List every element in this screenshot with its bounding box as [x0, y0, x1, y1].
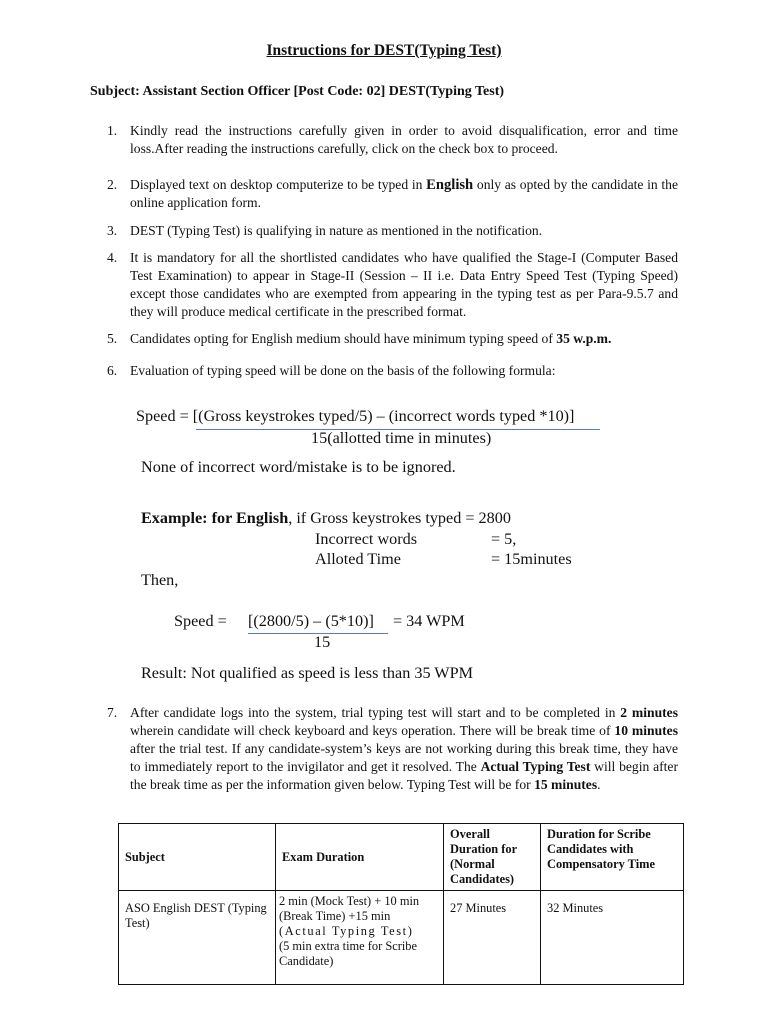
instruction-item-2 [107, 176, 678, 212]
example-then: Then, [141, 571, 179, 589]
item-bold-text: 35 w.p.m. [556, 331, 612, 346]
instruction-item-6 [107, 362, 678, 380]
table-header-exam-duration: Exam Duration [276, 824, 444, 891]
example-speed-expression: [(2800/5) – (5*10)] [248, 612, 374, 630]
item-text [130, 176, 678, 212]
item-text: Evaluation of typing speed will be done on the basis of the following formula: [130, 363, 556, 378]
instruction-item-7 [107, 704, 678, 794]
instruction-item-3 [107, 222, 678, 240]
example-time-value: = 15minutes [491, 550, 572, 568]
table-cell-normal-duration: 27 Minutes [444, 891, 541, 985]
table-header-row [119, 824, 684, 891]
example-line-1-text: , if Gross keystrokes typed = 2800 [288, 509, 511, 527]
item-number: 1. [107, 123, 118, 138]
item-number: 3. [107, 223, 118, 238]
example-time-label: Alloted Time [315, 550, 401, 568]
subject-line: Subject: Assistant Section Officer [Post Code: 02] DEST(Typing Test) [90, 84, 505, 99]
item-text [130, 704, 678, 794]
item-bold-text: 15 minutes [534, 777, 598, 792]
item-text-part: will begin after the break time as per the information given below. Typing Test will be for [130, 759, 678, 792]
table-header-subject: Subject [119, 824, 276, 891]
item-number: 2. [107, 177, 118, 192]
table-cell-scribe-duration: 32 Minutes [541, 891, 684, 985]
example-incorrect-label: Incorrect words [315, 530, 418, 548]
item-text: DEST (Typing Test) is qualifying in nature as mentioned in the notification. [130, 223, 543, 238]
duration-part: 2 min (Mock Test) + 10 min (Break Time) +15 min [279, 894, 420, 923]
duration-part: (5 min extra time for Scribe Candidate) [279, 939, 417, 968]
item-bold-text: 2 minutes [620, 705, 678, 720]
example-result: Result: Not qualified as speed is less than 35 WPM [141, 664, 473, 682]
item-bold-text: 10 minutes [614, 723, 678, 738]
formula-note: None of incorrect word/mistake is to be ignored. [141, 458, 456, 476]
item-text-part: Displayed text on desktop computerize to be typed in [130, 177, 427, 192]
item-number: 4. [107, 250, 118, 265]
item-text: It is mandatory for all the shortlisted candidates who have qualified the Stage-I (Computer Based Test Examination) to appear in Stage-II (Session – II i.e. Data Entry Speed Test (Typing Speed) except those candidates who are exempted from appearing in the typing test as per Para-9.5.7 and they will produce medical certificate in the prescribed format. [130, 250, 678, 319]
table-header-normal-duration: Overall Duration for (Normal Candidates) [444, 824, 541, 891]
table-row [119, 891, 684, 985]
document-title: Instructions for DEST(Typing Test) [266, 42, 502, 59]
table-header-scribe-duration: Duration for Scribe Candidates with Compensatory Time [541, 824, 684, 891]
item-number: 5. [107, 331, 118, 346]
instruction-item-5 [107, 330, 678, 348]
duration-part: (Actual Typing Test) [279, 924, 414, 938]
item-text-part: wherein candidate will check keyboard and keys operation. There will be break time of [130, 723, 615, 738]
formula-denominator: 15(allotted time in minutes) [311, 429, 492, 447]
item-bold-text: Actual Typing Test [480, 759, 591, 774]
item-number: 7. [107, 705, 118, 720]
item-text-part: After candidate logs into the system, trial typing test will start and to be completed in [130, 705, 621, 720]
table-cell-subject: ASO English DEST (Typing Test) [119, 891, 276, 985]
instruction-item-1 [107, 122, 678, 158]
item-text-part: . [597, 777, 601, 792]
example-incorrect-value: = 5, [491, 530, 517, 548]
example-speed-denominator: 15 [314, 633, 331, 651]
item-text [130, 330, 678, 348]
duration-table [118, 823, 684, 985]
instruction-item-4 [107, 249, 678, 321]
item-text: Kindly read the instructions carefully given in order to avoid disqualification, error and time loss.After reading the instructions carefully, click on the check box to proceed. [130, 123, 678, 156]
item-text-part: Candidates opting for English medium should have minimum typing speed of [130, 331, 557, 346]
item-bold-text: English [426, 177, 474, 193]
item-text-part: only as opted by the candidate in the online application form. [130, 177, 679, 210]
example-label: Example: for English [141, 509, 289, 527]
formula-numerator: Speed = [(Gross keystrokes typed/5) – (incorrect words typed *10)] [136, 407, 575, 425]
item-number: 6. [107, 363, 118, 378]
table-cell-exam-duration [276, 891, 444, 985]
item-text-part: after the trial test. If any candidate-system’s keys are not working during this break time, they have to immediately report to the invigilator and get it resolved. The [130, 741, 678, 774]
example-speed-label: Speed = [174, 612, 227, 630]
example-line-1 [141, 509, 511, 528]
example-speed-result: = 34 WPM [393, 612, 465, 630]
